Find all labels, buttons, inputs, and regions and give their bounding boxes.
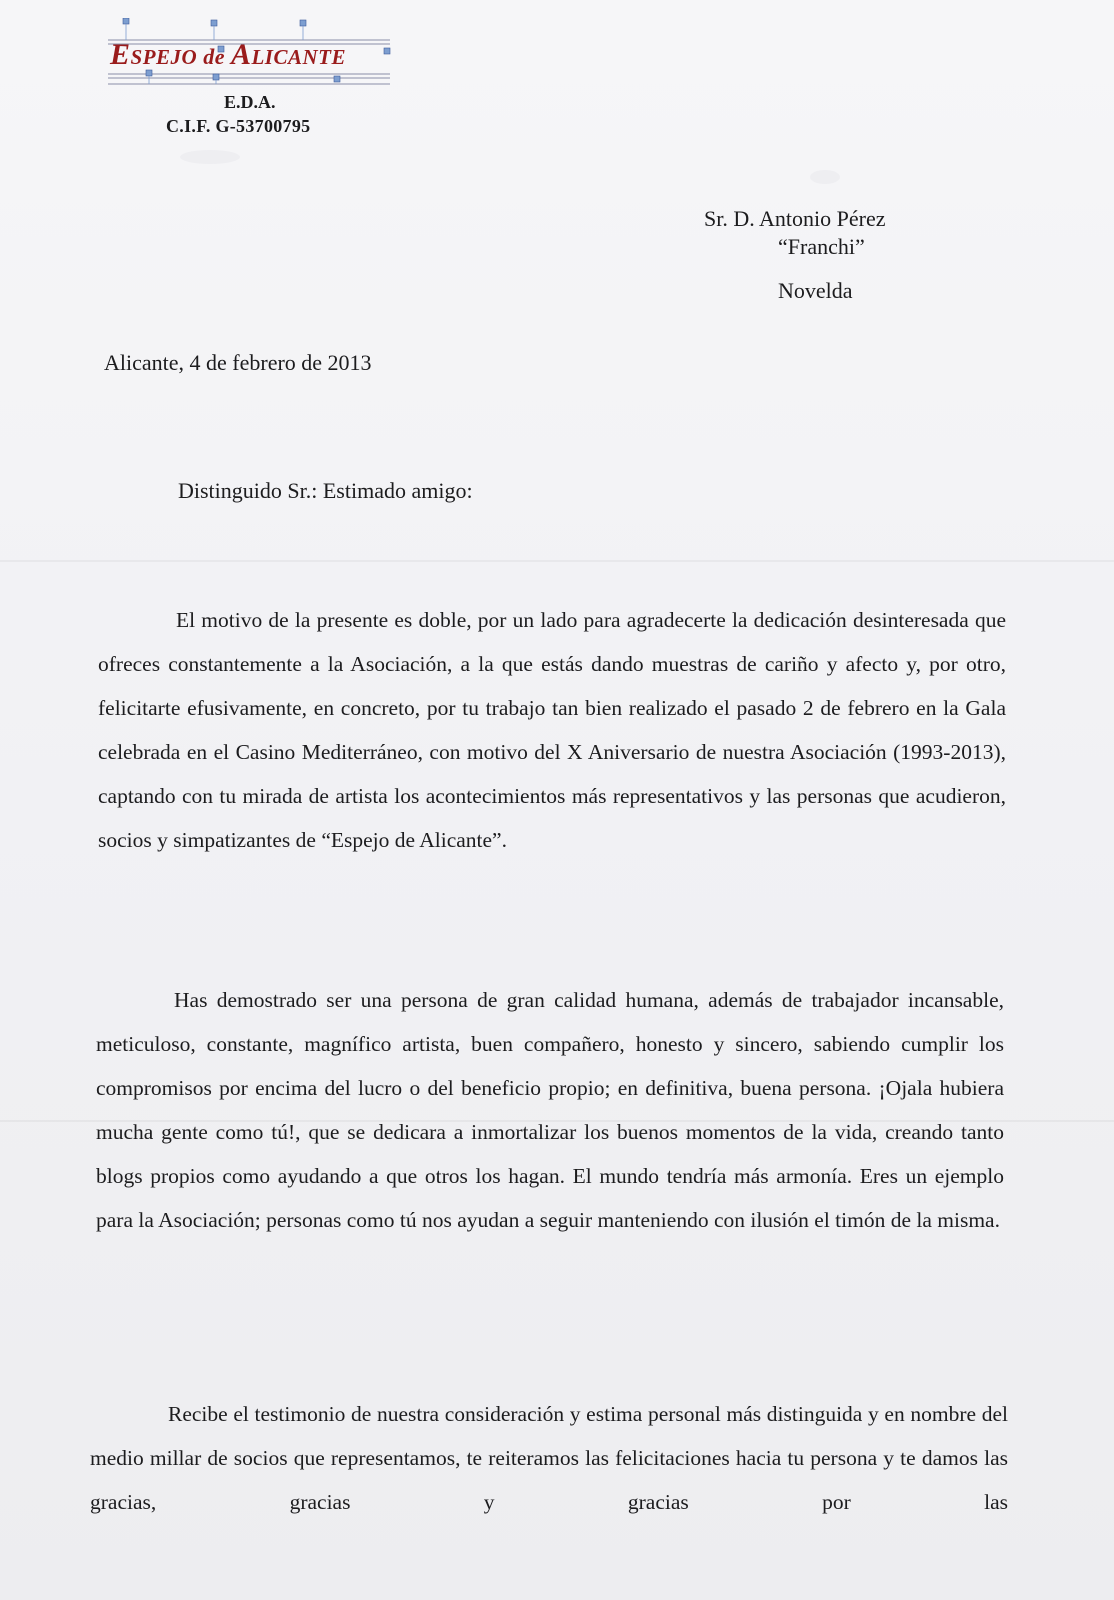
paragraph-text: El motivo de la presente es doble, por un lado para agradecerte la dedicación desinteresada que ofreces constantemente a la Asociación, a la que estás dando muestras de cariño y afecto y, por otro, felicitarte efusivamente, en concreto, por tu trabajo tan bien realizado el pasado 2 de febrero en la Gala celebrada en el Casino Mediterráneo, con motivo del X Aniversario de nuestra Asociación (1993-2013), captando con tu mirada de artista los acontecimientos más representativos y las personas que acudieron, socios y simpatizantes de “Espejo de Alicante”.: [98, 608, 1006, 852]
logo-alicante-rest: LICANTE: [251, 45, 346, 69]
letter-salutation: Distinguido Sr.: Estimado amigo:: [178, 478, 473, 503]
paper-smudge: [180, 150, 240, 164]
letter-date: Alicante, 4 de febrero de 2013: [104, 350, 372, 375]
logo-initial-a: A: [230, 38, 252, 71]
logo-de: de: [197, 44, 231, 69]
paper-fold: [0, 560, 1114, 562]
paper-smudge: [810, 170, 840, 184]
paragraph-text: Recibe el testimonio de nuestra consideración y estima personal más distinguida y en nombre del medio millar de socios que representamos, te reiteramos las felicitaciones hacia tu persona y te damos las gracias, gracias y gracias por las: [90, 1402, 1008, 1514]
recipient-nickname: “Franchi”: [778, 234, 865, 259]
logo-initial-e: E: [110, 38, 131, 71]
paragraph-text: Has demostrado ser una persona de gran calidad humana, además de trabajador incansable, meticuloso, constante, magnífico artista, buen compañero, honesto y sincero, sabiendo cumplir los compromisos por encima del lucro o del beneficio propio; en definitiva, buena persona. ¡Ojala hubiera mucha gente como tú!, que se dedicara a inmortalizar los buenos momentos de la vida, creando tanto blogs propios como ayudando a que otros los hagan. El mundo tendría más armonía. Eres un ejemplo para la Asociación; personas como tú nos ayudan a seguir manteniendo con ilusión el timón de la misma.: [96, 988, 1004, 1232]
body-paragraph-2: [96, 978, 1004, 1242]
logo-wordmark: [110, 38, 346, 72]
association-logo: [106, 18, 396, 88]
body-paragraph-1: [98, 598, 1006, 862]
recipient-city: Novelda: [778, 278, 853, 303]
letterhead-abbreviation: E.D.A.: [224, 92, 276, 112]
recipient-name: Sr. D. Antonio Pérez: [704, 206, 886, 231]
logo-espejo-rest: SPEJO: [130, 45, 198, 69]
letterhead-cif: C.I.F. G-53700795: [166, 116, 311, 136]
body-paragraph-3: [90, 1392, 1008, 1524]
